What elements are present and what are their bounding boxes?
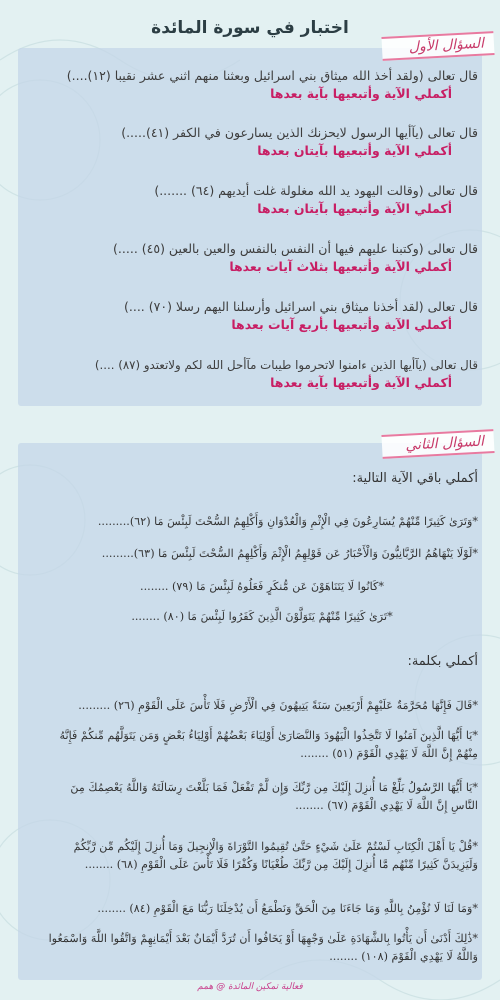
part-heading [46, 653, 478, 671]
ayah-text: *ذَٰلِكَ أَدْنَىٰ أَن يَأْتُوا بِالشَّهَادَةِ عَلَىٰ وَجْهِهَا أَوْ يَخَافُوا أَن تُرَدَّ أَيْمَانٌ بَعْدَ أَيْمَانِهِمْ وَاتَّقُوا اللَّهَ وَاسْمَعُوا وَاللَّهُ لَا يَهْدِي الْقَوْمَ (١٠٨) ........ [48, 932, 478, 963]
question-item [46, 67, 478, 103]
ayah-item [46, 697, 478, 715]
ayah-text: *قُلْ يَا أَهْلَ الْكِتَابِ لَسْتُمْ عَلَىٰ شَيْءٍ حَتَّىٰ تُقِيمُوا التَّوْرَاةَ وَالْإِنجِيلَ وَمَا أُنزِلَ إِلَيْكُم مِّن رَّبِّكُمْ وَلَيَزِيدَنَّ كَثِيرًا مِّنْهُم مَّا أُنزِلَ إِلَيْكَ مِن رَّبِّكَ طُغْيَانًا وَكُفْرًا فَلَا تَأْسَ عَلَى الْقَوْمِ (٦٨) ........ [73, 840, 478, 871]
question-item [46, 182, 478, 218]
complete-ayah-heading: أكملي باقي الآية التالية: [352, 471, 478, 486]
ayah-text: *يَا أَيُّهَا الَّذِينَ آمَنُوا لَا تَتَّخِذُوا الْيَهُودَ وَالنَّصَارَىٰ أَوْلِيَاءَ بَعْضُهُمْ أَوْلِيَاءُ بَعْضٍ وَمَن يَتَوَلَّهُم مِّنكُمْ فَإِنَّهُ مِنْهُمْ إِنَّ اللَّهَ لَا يَهْدِي الْقَوْمَ (٥١) ........ [59, 729, 478, 760]
question-instruction: أكملي الآية وأتبعيها بآية بعدها [270, 375, 452, 390]
question-text: قال تعالى (وكتبنا عليهم فيها أن النفس بالنفس والعين بالعين (٤٥) .....) [113, 241, 478, 256]
ayah-item [46, 608, 478, 626]
question-instruction: أكملي الآية وأتبعيها بأربع آيات بعدها [231, 317, 452, 332]
question-item [46, 298, 478, 334]
ayah-text: *وَتَرَىٰ كَثِيرًا مِّنْهُمْ يُسَارِعُونَ فِي الْإِثْمِ وَالْعُدْوَانِ وَأَكْلِهِمُ السُّحْتَ لَبِئْسَ مَا (٦٢)......... [97, 515, 478, 528]
question-text: قال تعالى (يآأيها الرسول لايحزنك الذين يسارعون في الكفر (٤١).....) [121, 125, 478, 140]
page-title: اختبار في سورة المائدة [151, 18, 349, 38]
question-text: قال تعالى (ولقد أخذ الله ميثاق بني اسرائيل وبعثنا منهم اثني عشر نقيبا (١٢)....) [66, 68, 478, 83]
question-text: قال تعالى (يآأيها الذين ءامنوا لاتحرموا طيبات مآأحل الله لكم ولاتعتدو (٨٧) ....) [94, 358, 478, 372]
question-item [46, 240, 478, 276]
question-instruction: أكملي الآية وأتبعيها بآية بعدها [270, 86, 452, 101]
question-instruction: أكملي الآية وأتبعيها بثلاث آيات بعدها [229, 259, 452, 274]
complete-word-heading: أكملي بكلمة: [407, 654, 478, 669]
question-text: قال تعالى (لقد أخذنا ميثاق بني اسرائيل وأرسلنا اليهم رسلا (٧٠) ....) [124, 299, 478, 314]
question-item [46, 356, 478, 392]
ayah-text: *تَرَىٰ كَثِيرًا مِّنْهُمْ يَتَوَلَّوْنَ الَّذِينَ كَفَرُوا لَبِئْسَ مَا (٨٠) ........ [131, 610, 393, 623]
ayah-item [46, 545, 478, 563]
ayah-item [46, 727, 478, 763]
ayah-text: *كَانُوا لَا يَتَنَاهَوْنَ عَن مُّنكَرٍ فَعَلُوهُ لَبِئْسَ مَا (٧٩) ........ [140, 580, 384, 593]
ayah-item [46, 930, 478, 966]
question-two-label: السؤال الثاني [381, 429, 494, 459]
ayah-item [46, 838, 478, 874]
ayah-item [46, 578, 478, 596]
ayah-item [46, 900, 478, 918]
question-instruction: أكملي الآية وأتبعيها بآيتان بعدها [257, 143, 452, 158]
question-one-label: السؤال الأول [381, 31, 494, 61]
part-heading [46, 470, 478, 488]
question-instruction: أكملي الآية وأتبعيها بآيتان بعدها [257, 201, 452, 216]
ayah-text: *وَمَا لَنَا لَا نُؤْمِنُ بِاللَّهِ وَمَا جَاءَنَا مِنَ الْحَقِّ وَنَطْمَعُ أَن يُدْخِلَنَا رَبُّنَا مَعَ الْقَوْمِ (٨٤) ........ [97, 902, 478, 915]
ayah-item [46, 513, 478, 531]
ayah-item [46, 779, 478, 815]
question-item [46, 124, 478, 160]
ayah-text: *لَوْلَا يَنْهَاهُمُ الرَّبَّانِيُّونَ وَالْأَحْبَارُ عَن قَوْلِهِمُ الْإِثْمَ وَأَكْلِهِمُ السُّحْتَ لَبِئْسَ مَا (٦٣)......... [101, 547, 478, 560]
footer-credit: فعالية تمكين المائدة @ همم [197, 982, 303, 992]
ayah-text: *قَالَ فَإِنَّهَا مُحَرَّمَةٌ عَلَيْهِمْ أَرْبَعِينَ سَنَةً يَتِيهُونَ فِي الْأَرْضِ فَلَا تَأْسَ عَلَى الْقَوْمِ (٢٦) ......... [78, 699, 478, 712]
question-text: قال تعالى (وقالت اليهود يد الله مغلولة غلت أيديهم (٦٤) .......) [154, 183, 478, 198]
ayah-text: *يَا أَيُّهَا الرَّسُولُ بَلِّغْ مَا أُنزِلَ إِلَيْكَ مِن رَّبِّكَ وَإِن لَّمْ تَفْعَلْ فَمَا بَلَّغْتَ رِسَالَتَهُ وَاللَّهُ يَعْصِمُكَ مِنَ النَّاسِ إِنَّ اللَّهَ لَا يَهْدِي الْقَوْمَ (٦٧) ........ [70, 781, 478, 812]
